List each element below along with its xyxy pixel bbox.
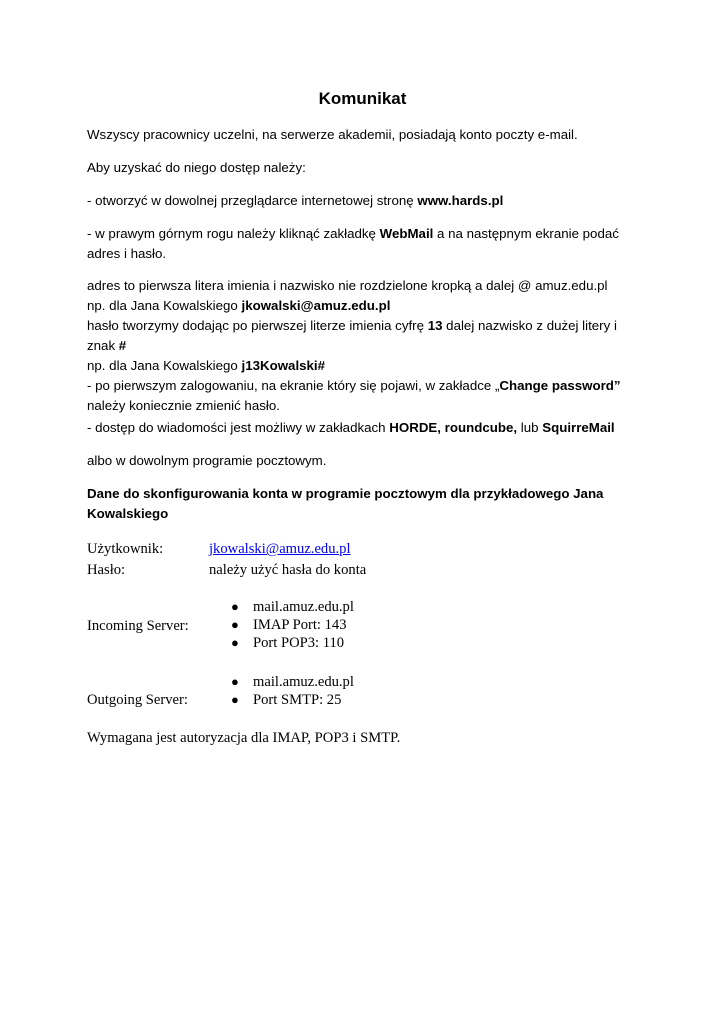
paragraph-webmail bbox=[87, 224, 637, 264]
squirrelmail-name: SquirreMail bbox=[542, 420, 615, 435]
open-site-text: - otworzyć w dowolnej przeglądarce internetowej stronę bbox=[87, 193, 418, 208]
address-example-line bbox=[87, 296, 637, 316]
address-example-pre: np. dla Jana Kowalskiego bbox=[87, 298, 242, 313]
password-digits: 13 bbox=[427, 318, 443, 333]
webmail-text-pre: - w prawym górnym rogu należy kliknąć zakładkę bbox=[87, 226, 380, 241]
change-password-line bbox=[87, 376, 637, 396]
user-label: Użytkownik: bbox=[87, 541, 164, 557]
paragraph-access: Aby uzyskać do niego dostęp należy: bbox=[87, 160, 306, 175]
address-example: jkowalski@amuz.edu.pl bbox=[241, 298, 391, 313]
change-password-note: należy koniecznie zmienić hasło. bbox=[87, 398, 280, 413]
password-hash-char: # bbox=[118, 338, 127, 353]
bullet-icon: ● bbox=[231, 635, 239, 650]
password-value: należy użyć hasła do konta bbox=[209, 562, 367, 578]
user-email[interactable]: jkowalski@amuz.edu.pl bbox=[209, 541, 351, 557]
paragraph-intro: Wszyscy pracownicy uczelni, na serwerze akademii, posiadają konto poczty e-mail. bbox=[87, 127, 578, 142]
tabs-names: HORDE, roundcube, bbox=[389, 420, 518, 435]
bullet-icon: ● bbox=[231, 617, 239, 632]
change-password-pre: - po pierwszym zalogowaniu, na ekranie który się pojawi, w zakładce „ bbox=[87, 378, 500, 393]
paragraph-address-rules bbox=[87, 276, 637, 416]
paragraph-any-client: albo w dowolnym programie pocztowym. bbox=[87, 453, 327, 468]
incoming-label: Incoming Server: bbox=[87, 618, 189, 634]
password-example-pre: np. dla Jana Kowalskiego bbox=[87, 358, 242, 373]
password-rule-line bbox=[87, 316, 637, 356]
tabs-text-pre: - dostęp do wiadomości jest możliwy w zakładkach bbox=[87, 420, 390, 435]
password-label: Hasło: bbox=[87, 562, 126, 578]
auth-note: Wymagana jest autoryzacja dla IMAP, POP3 i SMTP. bbox=[87, 730, 401, 746]
password-rule-post: dalej nazwisko z dużej litery i znak bbox=[87, 318, 617, 353]
paragraph-tabs bbox=[87, 418, 637, 438]
user-email-link[interactable] bbox=[209, 540, 351, 558]
bullet-icon: ● bbox=[231, 599, 239, 614]
bullet-icon: ● bbox=[231, 674, 239, 689]
password-example: j13Kowalski# bbox=[241, 358, 326, 373]
bullet-icon: ● bbox=[231, 692, 239, 707]
webmail-tab-name: WebMail bbox=[379, 226, 434, 241]
site-url: www.hards.pl bbox=[417, 193, 504, 208]
change-password-tab: Change password” bbox=[499, 378, 621, 393]
password-rule-pre: hasło tworzymy dodając po pierwszej literze imienia cyfrę bbox=[87, 318, 428, 333]
webmail-text-post: a na następnym ekranie podać adres i hasło. bbox=[87, 226, 619, 261]
paragraph-open-site bbox=[87, 191, 637, 211]
tabs-text-mid: lub bbox=[517, 420, 543, 435]
outgoing-label: Outgoing Server: bbox=[87, 692, 188, 708]
address-rule-line: adres to pierwsza litera imienia i nazwisko nie rozdzielone kropką a dalej @ amuz.edu.pl bbox=[87, 278, 608, 293]
document-page: Komunikat Wszyscy pracownicy uczelni, na serwerze akademii, posiadają konto poczty e-mail. Aby uzyskać do niego dostęp należy: - otworzyć w dowolnej przeglądarce internetowej stronę www.hards.pl - w prawym górnym rogu należy kliknąć zakładkę WebMail a na następnym ekranie podać adres i hasło. adres to pierwsza litera imienia i nazwisko nie rozdzielone kropką a dalej @ amuz.edu.pl np. dla Jana Kowalskiego jkowalski@amuz.edu.pl hasło tworzymy dodając po pierwszej literze imienia cyfrę 13 dalej nazwisko z dużej litery i znak # np. dla Jana Kowalskiego j13Kowalski# - po pierwszym zalogowaniu, na ekranie który się pojawi, w zakładce „Change password” należy koniecznie zmienić hasło. - dostęp do wiadomości jest możliwy w zakładkach HORDE, roundcube, lub SquirreMail albo w dowolnym programie pocztowym. Dane do skonfigurowania konta w programie pocztowym dla przykładowego Jana Kowalskiego Użytkownik: jkowalski@amuz.edu.pl Hasło: należy użyć hasła do konta Incoming Server: ● mail.amuz.edu.pl ● IMAP Port: 143 ● Port POP3: 110 Outgoing Server: ● mail.amuz.edu.pl ● Port SMTP: 25 Wymagana jest autoryzacja dla IMAP, POP3 i SMTP. bbox=[0, 0, 725, 1024]
password-example-line bbox=[87, 356, 637, 376]
page-title: Komunikat bbox=[318, 89, 407, 108]
config-heading: Dane do skonfigurowania konta w programie pocztowym dla przykładowego Jana Kowalskiego bbox=[87, 486, 604, 521]
